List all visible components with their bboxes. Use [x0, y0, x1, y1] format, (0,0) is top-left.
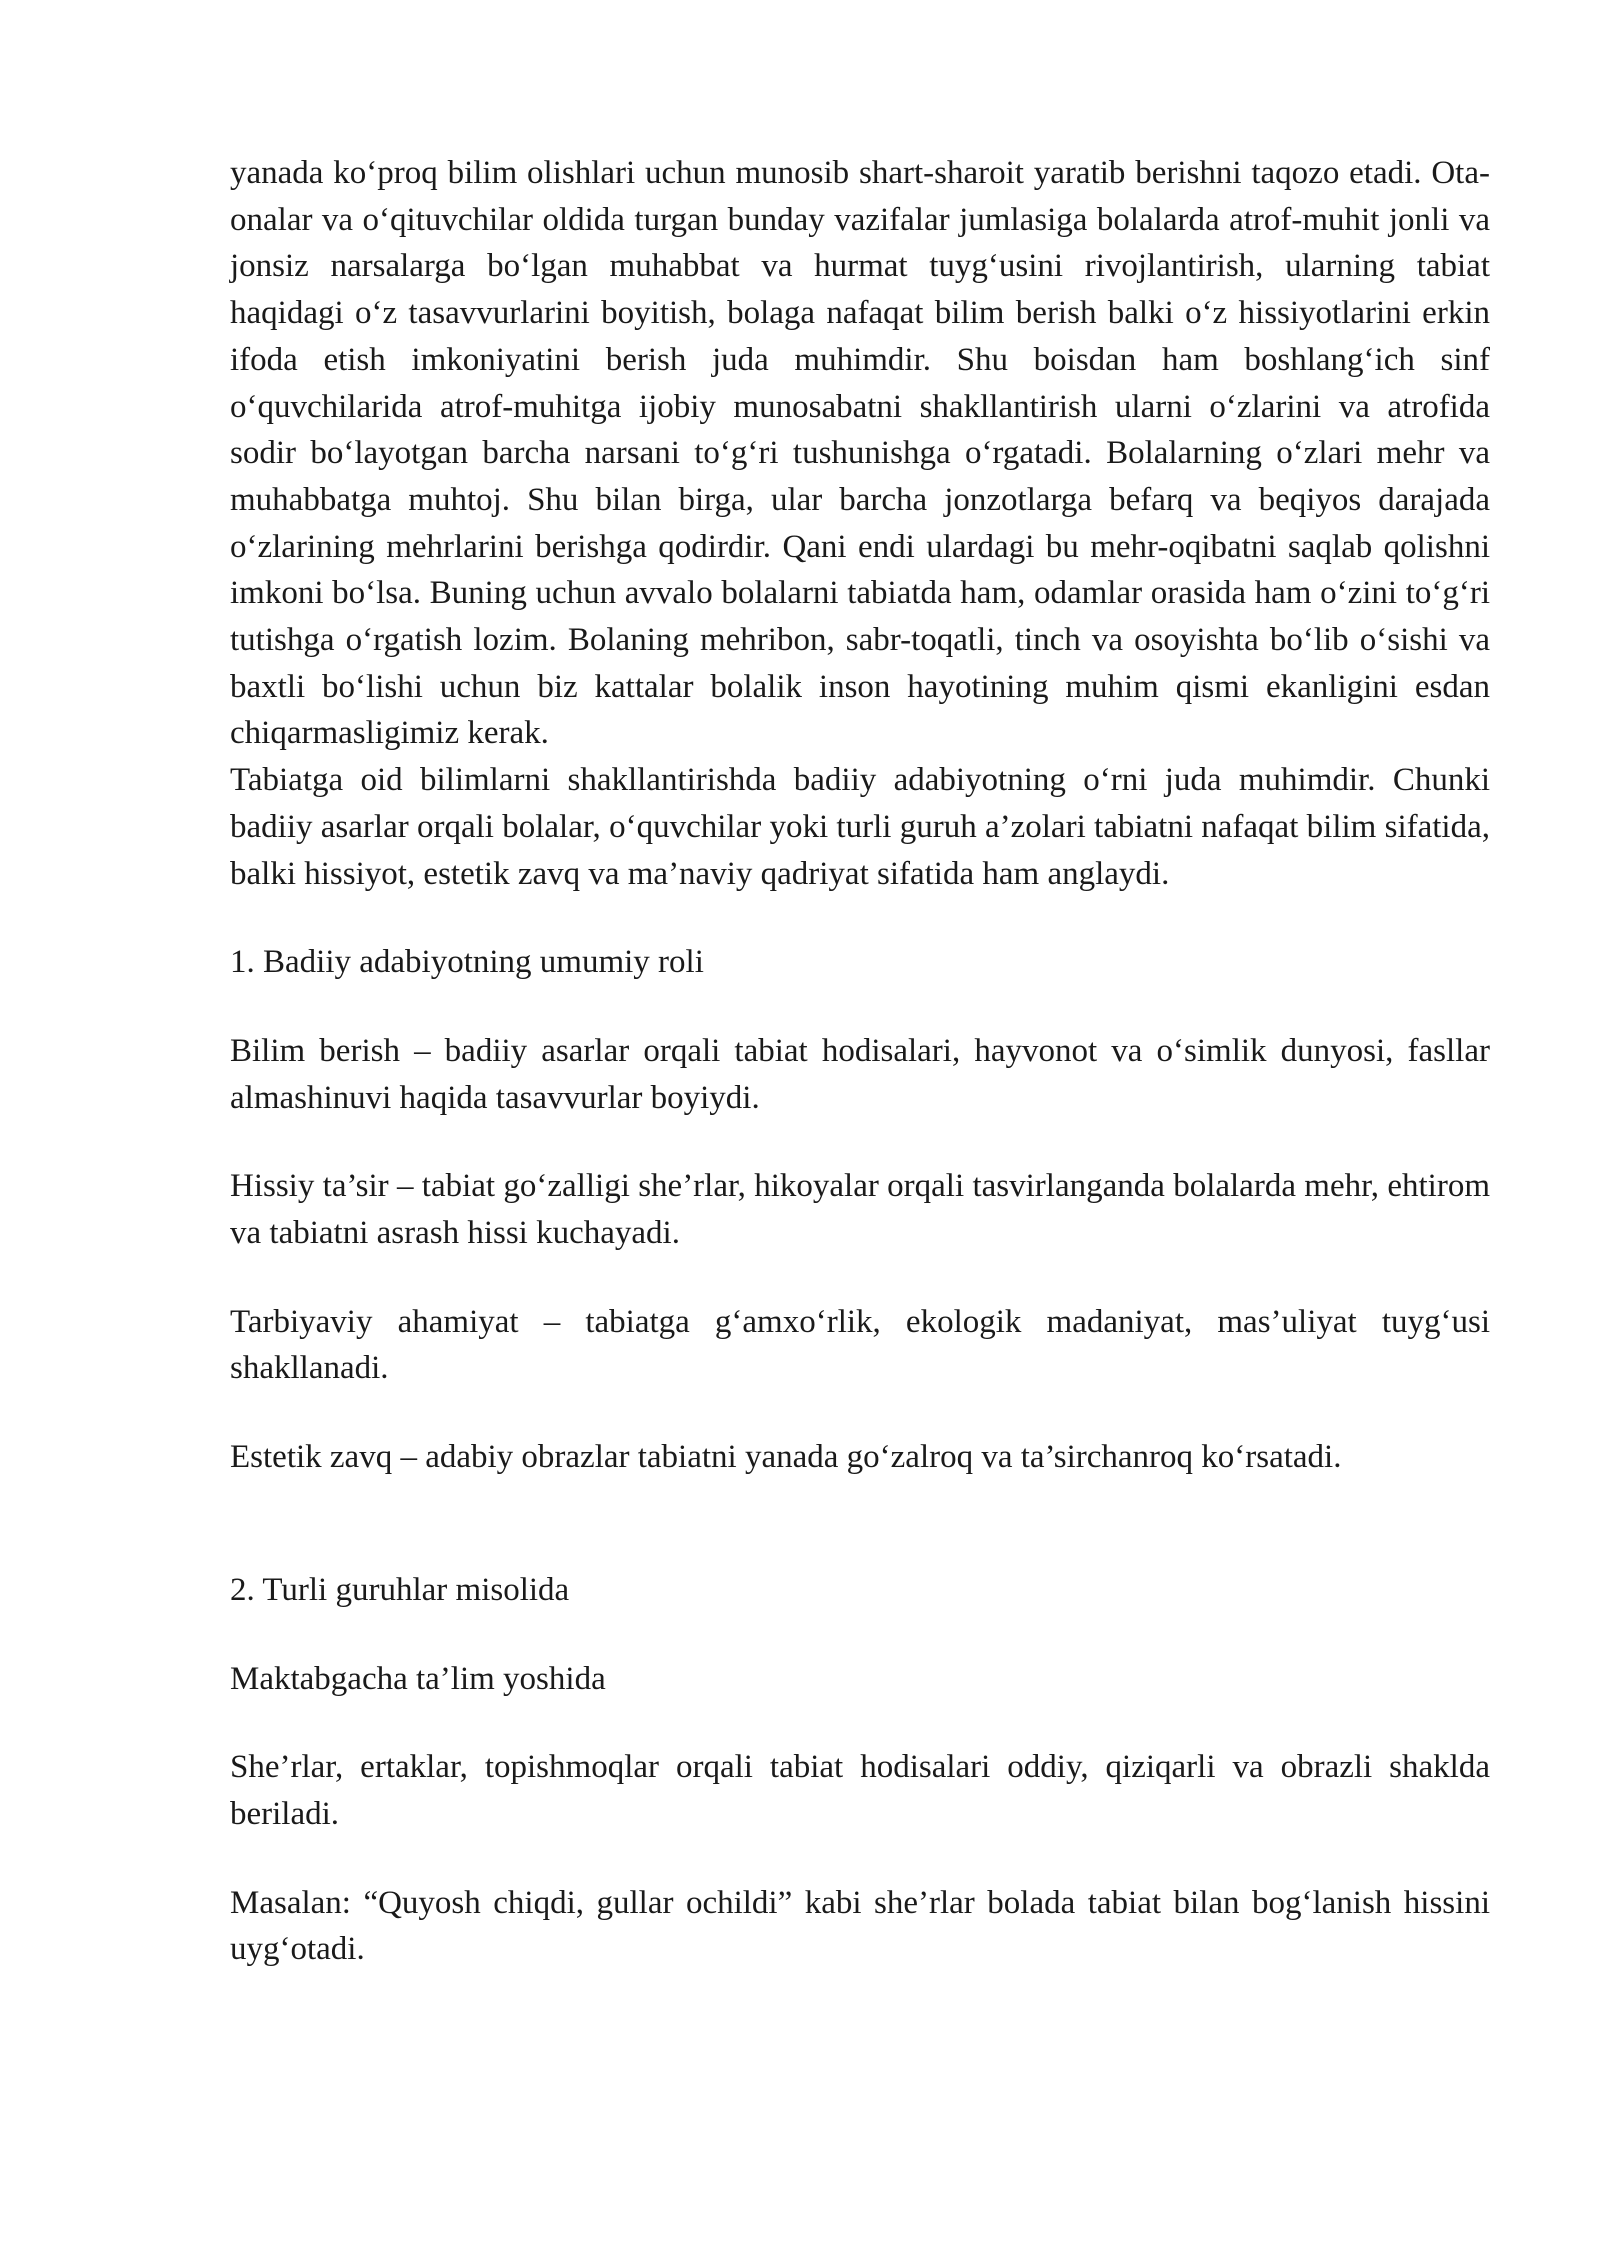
section-heading: 1. Badiiy adabiyotning umumiy roli	[230, 944, 704, 981]
body-paragraph: Tabiatga oid bilimlarni shakllantirishda badiiy adabiyotning o‘rni juda muhimdir. Chunki badiiy asarlar orqali bolalar, o‘quvchilar yoki turli guruh a’zolari tabiatni nafaqat bilim sifatida, balki hissiyot, estetik zavq va ma’naviy qadriyat sifatida ham anglaydi.	[230, 762, 1490, 892]
section-heading: 2. Turli guruhlar misolida	[230, 1571, 570, 1608]
body-paragraph: Masalan: “Quyosh chiqdi, gullar ochildi” kabi she’rlar bolada tabiat bilan bog‘lanish hissini uyg‘otadi.	[230, 1884, 1490, 1968]
document-page	[230, 150, 1490, 1973]
list-paragraph: Tarbiyaviy ahamiyat – tabiatga g‘amxo‘rlik, ekologik madaniyat, mas’uliyat tuyg‘usi shakllanadi.	[230, 1303, 1490, 1387]
list-paragraph: Hissiy ta’sir – tabiat go‘zalligi she’rlar, hikoyalar orqali tasvirlanganda bolalarda mehr, ehtirom va tabiatni asrash hissi kuchayadi.	[230, 1168, 1490, 1252]
list-paragraph: Bilim berish – badiiy asarlar orqali tabiat hodisalari, hayvonot va o‘simlik dunyosi, fasllar almashinuvi haqida tasavvurlar boyiydi.	[230, 1032, 1490, 1116]
subsection-heading: Maktabgacha ta’lim yoshida	[230, 1660, 606, 1697]
list-paragraph: Estetik zavq – adabiy obrazlar tabiatni yanada go‘zalroq va ta’sirchanroq ko‘rsatadi.	[230, 1439, 1342, 1476]
body-paragraph: yanada ko‘proq bilim olishlari uchun munosib shart-sharoit yaratib berishni taqozo etadi. Ota-onalar va o‘qituvchilar oldida turgan bunday vazifalar jumlasiga bolalarda atrof-muhit jonli va jonsiz narsalarga bo‘lgan muhabbat va hurmat tuyg‘usini rivojlantirish, ularning tabiat haqidagi o‘z tasavvurlarini boyitish, bolaga nafaqat bilim berish balki o‘z hissiyotlarini erkin ifoda etish imkoniyatini berish juda muhimdir. Shu boisdan ham boshlang‘ich sinf o‘quvchilarida atrof-muhitga ijobiy munosabatni shakllantirish ularni o‘zlarini va atrofida sodir bo‘layotgan barcha narsani to‘g‘ri tushunishga o‘rgatadi. Bolalarning o‘zlari mehr va muhabbatga muhtoj. Shu bilan birga, ular barcha jonzotlarga befarq va beqiyos darajada o‘zlarining mehrlarini berishga qodirdir. Qani endi ulardagi bu mehr-oqibatni saqlab qolishni imkoni bo‘lsa. Buning uchun avvalo bolalarni tabiatda ham, odamlar orasida ham o‘zini to‘g‘ri tutishga o‘rgatish lozim. Bolaning mehribon, sabr-toqatli, tinch va osoyishta bo‘lib o‘sishi va baxtli bo‘lishi uchun biz kattalar bolalik inson hayotining muhim qismi ekanligini esdan chiqarmasligimiz kerak.	[230, 155, 1490, 752]
body-paragraph: She’rlar, ertaklar, topishmoqlar orqali tabiat hodisalari oddiy, qiziqarli va obrazli shaklda beriladi.	[230, 1749, 1490, 1832]
